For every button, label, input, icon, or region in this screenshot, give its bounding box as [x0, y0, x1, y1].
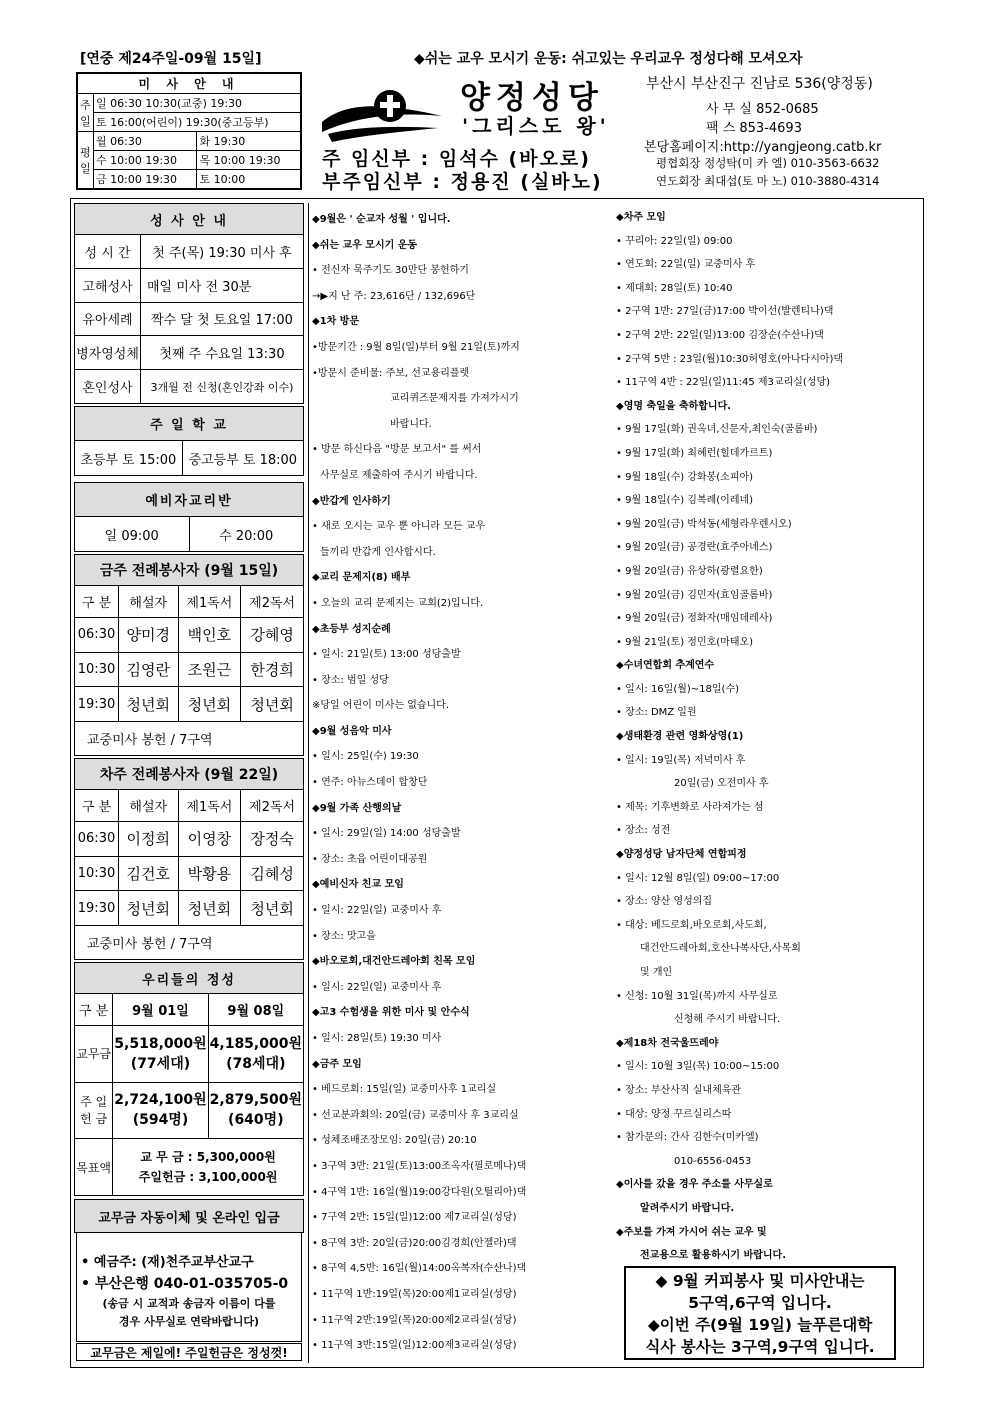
- next-week-servers: [74, 758, 304, 960]
- sac-value: 매일 미사 전 30분: [141, 268, 304, 302]
- table-row: 06:30 양미경 백인호 강혜영: [75, 618, 304, 653]
- footer-slogan: 교무금은 제일에! 주일헌금은 정성껏!: [76, 1343, 302, 1361]
- right-column: [616, 206, 922, 1268]
- amount: 2,879,500원: [209, 1092, 302, 1109]
- list-item: 대건안드레아회,호산나복사단,사목회: [640, 943, 801, 955]
- offering-table: [74, 962, 304, 1196]
- list-item: 교리퀴즈문제지를 가져가시기: [390, 393, 519, 405]
- count: (594명): [132, 1112, 189, 1129]
- rep-1: 평협회장 정성탁(미 카 엘) 010-3563-6632: [656, 156, 880, 170]
- sac-value: 첫째 주 수요일 13:30: [141, 336, 304, 370]
- list-item: • 꾸리아: 22일(일) 09:00: [616, 235, 733, 247]
- target-dues: 교 무 금 : 5,300,000원: [140, 1150, 276, 1165]
- list-item: • 대상: 베드로회,바오로회,사도회,: [616, 919, 767, 931]
- list-item: • 장소: DMZ 일원: [616, 707, 697, 719]
- sacrament-table: [74, 203, 304, 404]
- account-holder: • 예금주: (재)천주교부산교구: [81, 1255, 254, 1270]
- list-item: • 오늘의 교리 문제지는 교회(2)입니다.: [312, 597, 484, 609]
- list-item: • 2구역 5반 : 23일(월)10:30허영호(아나다시아)댁: [616, 353, 844, 365]
- account-info: [76, 1232, 302, 1342]
- list-item: • 참가문의: 간사 김한수(미카엘): [616, 1132, 759, 1144]
- amount: 4,185,000원: [209, 1035, 302, 1052]
- col-header: 해설자: [119, 586, 179, 618]
- list-item: • 대상: 양정 꾸르실리스따: [616, 1108, 732, 1120]
- section-heading: ◆생태환경 관련 영화상영(1): [616, 731, 744, 743]
- offer-group: 교중미사 봉헌 / 7구역: [75, 926, 304, 960]
- sunday-school-table: [74, 406, 304, 476]
- list-item: 바랍니다.: [390, 418, 432, 430]
- col-header: 구 분: [75, 586, 119, 618]
- list-item: 신청해 주시기 바랍니다.: [674, 1014, 781, 1026]
- left-column: [74, 203, 304, 1363]
- section-heading: ◆금주 모임: [312, 1058, 362, 1070]
- list-item: • 9월 18일(수) 강화봉(소피아): [616, 471, 754, 483]
- notice-line: ◆이번 주(9월 19일) 늘푸른대학: [647, 1316, 873, 1334]
- section-heading: ◆이사를 갔을 경우 주소를 사무실로: [616, 1179, 773, 1191]
- school-middle-high: 중고등부 토 18:00: [182, 441, 303, 476]
- notice-line: 5구역,6구역 입니다.: [688, 1294, 832, 1312]
- top-banner: [74, 47, 924, 67]
- table-row: 10:30 김건호 박황용 김혜성: [75, 856, 304, 891]
- week-label: [연중 제24주일-09월 15일]: [80, 51, 262, 67]
- saturday-times: 토 16:00(어린이) 19:30(중고등부): [94, 113, 301, 132]
- table-row: 19:30 청년회 청년회 청년회: [75, 891, 304, 926]
- sac-label: 혼인성사: [75, 370, 141, 404]
- offering-title: 우리들의 정성: [75, 963, 304, 994]
- homepage-link[interactable]: 본당홈페이지:http://yangjeong.catb.kr: [644, 140, 882, 155]
- list-item: ※당일 어린이 미사는 없습니다.: [312, 700, 450, 712]
- section-heading: ◆수녀연합회 추계연수: [616, 660, 715, 672]
- church-subtitle: '그리스도 왕': [462, 114, 610, 138]
- sac-label: 고해성사: [75, 268, 141, 302]
- list-item: 010-6556-0453: [674, 1155, 752, 1167]
- section-heading: ◆1차 방문: [312, 316, 360, 328]
- school-elementary: 초등부 토 15:00: [75, 441, 183, 476]
- list-item: • 장소: 부산사직 실내체육관: [616, 1084, 742, 1096]
- list-item: • 새로 오시는 교우 뿐 아니라 모든 교우: [312, 521, 486, 533]
- sacrament-title: 성 사 안 내: [75, 204, 304, 235]
- head-priest: 주 임신부 : 임석수 (바오로): [322, 148, 591, 170]
- catechumen-sun: 일 09:00: [75, 517, 190, 552]
- transfer-title: 교무금 자동이체 및 온라인 입금: [75, 1200, 304, 1233]
- col-header: 9월 08일: [208, 994, 303, 1026]
- list-item: • 일시: 25일(수) 19:30: [312, 751, 419, 763]
- section-heading: ◆교리 문제지(8) 배부: [312, 572, 411, 584]
- section-heading: ◆9월 가족 산행의날: [312, 802, 402, 814]
- list-item: • 9월 18일(수) 김복례(이레네): [616, 495, 754, 507]
- count: (77세대): [130, 1055, 191, 1072]
- sunday-label: 주일: [78, 94, 94, 132]
- sac-value: 짝수 달 첫 토요일 17:00: [141, 302, 304, 336]
- list-item: • 일시: 12월 8일(일) 09:00~17:00: [616, 872, 780, 884]
- list-item: • 제목: 기후변화로 사라져가는 섬: [616, 801, 764, 813]
- sat-time: 토 10:00: [197, 169, 301, 188]
- list-item: • 4구역 1반: 16일(월)19:00강다원(오틸리아)댁: [312, 1186, 527, 1198]
- col-header: 구 분: [75, 994, 113, 1026]
- church-logo-icon: [318, 82, 446, 144]
- mon-time: 월 06:30: [94, 132, 197, 151]
- section-heading: 알려주시기 바랍니다.: [640, 1202, 735, 1214]
- list-item: • 9월 21일(토) 정민호(마태오): [616, 636, 754, 648]
- account-number: • 부산은행 040-01-035705-0: [81, 1276, 289, 1292]
- table-row: 목표액 교 무 금 : 5,300,000원 주일헌금 : 3,100,000원: [75, 1139, 304, 1196]
- list-item: 및 개인: [640, 967, 673, 978]
- fri-time: 금 10:00 19:30: [94, 169, 197, 188]
- section-heading: ◆쉬는 교우 모시기 운동: [312, 239, 418, 251]
- amount: 5,518,000원: [114, 1035, 207, 1052]
- list-item: • 7구역 2반: 15일(일)12:00 제7교리실(성당): [312, 1212, 517, 1224]
- section-heading: ◆9월 성음악 미사: [312, 725, 392, 737]
- sac-label: 성 시 간: [75, 235, 141, 269]
- sac-label: 병자영성체: [75, 336, 141, 370]
- this-week-servers: [74, 554, 304, 756]
- list-item: • 장소: 초읍 어린이대공원: [312, 853, 428, 865]
- list-item: • 9월 20일(금) 유상하(광렬요한): [616, 565, 763, 577]
- list-item: • 3구역 3반: 21일(토)13:00조옥자(필로메나)댁: [312, 1160, 527, 1172]
- section-heading: ◆예비신자 친교 모임: [312, 879, 404, 891]
- list-item: • 9월 20일(금) 공경란(효주아녜스): [616, 542, 773, 554]
- col-header: 9월 01일: [113, 994, 208, 1026]
- list-item: • 일시: 28일(토) 19:30 미사: [312, 1033, 442, 1044]
- list-item: • 장소: 양산 영성의집: [616, 896, 713, 908]
- list-item: • 일시: 22일(일) 교중미사 후: [312, 905, 442, 917]
- section-heading: 전교용으로 활용하시기 바랍니다.: [640, 1250, 787, 1262]
- list-item: • 9월 17일(화) 최혜런(힐데가르트): [616, 447, 773, 459]
- col-header: 제2독서: [241, 586, 304, 618]
- thu-time: 목 10:00 19:30: [197, 151, 301, 170]
- col-header: 제2독서: [241, 790, 304, 822]
- list-item: • 장소: 맛고을: [312, 930, 376, 942]
- list-item: • 일시: 10월 3일(목) 10:00~15:00: [616, 1061, 780, 1073]
- section-heading: ◆바오로회,대건안드레아회 친목 모임: [312, 956, 476, 968]
- middle-column: [312, 208, 618, 1360]
- assistant-priest: 부주임신부 : 정용진 (실바노): [322, 171, 603, 193]
- account-note: (송금 시 교적과 송금자 이름이 다를: [102, 1297, 276, 1310]
- sac-value: 첫 주(목) 19:30 미사 후: [141, 235, 304, 269]
- section-heading: ◆차주 모임: [616, 212, 666, 223]
- list-item: • 2구역 2반: 22일(일)13:00 김장순(수산나)댁: [616, 329, 824, 341]
- column-divider: [308, 203, 309, 1363]
- list-item: • 전신자 묵주기도 30만단 봉헌하기: [312, 265, 469, 277]
- notice-line: 식사 봉사는 3구역,9구역 입니다.: [645, 1338, 875, 1356]
- count: (640명): [228, 1112, 284, 1129]
- list-item: • 9월 20일(금) 정화자(매임데레사): [616, 613, 773, 625]
- list-item: →▶지 난 주: 23,616단 / 132,696단: [312, 290, 476, 302]
- list-item: • 8구역 3반: 20일(금)20:00김경희(안젤라)댁: [312, 1237, 517, 1249]
- this-week-title: 금주 전례봉사자 (9월 15일): [75, 555, 304, 586]
- catechumen-table: [74, 482, 304, 552]
- section-heading: ◆양정성당 남자단체 연합피정: [616, 849, 747, 861]
- list-item: • 9월 20일(금) 박석동(세형라우렌시오): [616, 518, 792, 530]
- list-item: • 제대회: 28일(토) 10:40: [616, 282, 733, 294]
- notice-line: ◆ 9월 커피봉사 및 미사안내는: [655, 1272, 865, 1290]
- list-item: • 일시: 16일(월)~18일(수): [616, 683, 740, 695]
- catechumen-wed: 수 20:00: [189, 517, 304, 552]
- office-phone: 사 무 실 852-0685: [706, 102, 819, 117]
- church-address: 부산시 부산진구 진남로 536(양정동): [646, 76, 873, 92]
- list-item: • 9월 17일(화) 권옥녀,신문자,최인숙(골롬바): [616, 424, 818, 436]
- section-heading: ◆반갑게 인사하기: [312, 495, 391, 507]
- list-item: • 일시: 19일(목) 저녁미사 후: [616, 754, 746, 766]
- list-item: • 11구역 2반:19일(목)20:00제2교리실(성당): [312, 1314, 517, 1326]
- list-item: • 성체조배조장모임: 20일(금) 20:10: [312, 1135, 477, 1147]
- section-heading: ◆고3 수험생을 위한 미사 및 안수식: [312, 1007, 470, 1019]
- next-week-title: 차주 전례봉사자 (9월 22일): [75, 759, 304, 790]
- col-header: 제1독서: [178, 790, 241, 822]
- section-heading: ◆초등부 성지순례: [312, 623, 391, 635]
- account-note: 경우 사무실로 연락바랍니다): [118, 1315, 260, 1328]
- table-row: 주 일 헌 금 2,724,100원 (594명) 2,879,500원 (640명): [75, 1082, 304, 1139]
- list-item: •방문기간 : 9월 8일(일)부터 9월 21일(토)까지: [312, 341, 520, 353]
- table-row: 06:30 이정희 이영창 장정숙: [75, 822, 304, 857]
- mass-title: 미 사 안 내: [78, 74, 301, 94]
- amount: 2,724,100원: [114, 1092, 207, 1109]
- list-item: 사무실로 제출하여 주시기 바랍니다.: [320, 469, 478, 481]
- list-item: 들끼리 반갑게 인사합시다.: [320, 546, 436, 558]
- transfer-table: [74, 1199, 304, 1233]
- list-item: • 연도회: 22일(일) 교중미사 후: [616, 259, 756, 271]
- catechumen-title: 예비자교리반: [75, 483, 304, 517]
- list-item: •방문시 준비물: 주보, 선교용리플렛: [312, 367, 470, 379]
- section-heading: ◆주보를 가져 가시어 쉬는 교우 및: [616, 1226, 767, 1238]
- section-heading: ◆9월은 ' 순교자 성월 ' 입니다.: [312, 214, 451, 225]
- col-header: 구 분: [75, 790, 119, 822]
- list-item: • 2구역 1반: 27일(금)17:00 박이선(발렌티나)댁: [616, 306, 834, 318]
- school-title: 주 일 학 교: [75, 407, 304, 441]
- mass-schedule: [76, 72, 302, 190]
- campaign-slogan: ◆쉬는 교우 모시기 운동: 쉬고있는 우리교우 정성다해 모셔오자: [414, 51, 803, 67]
- count: (78세대): [226, 1055, 286, 1072]
- list-item: • 8구역 4,5반: 16일(월)14:00옥복자(수산나)댁: [312, 1263, 527, 1275]
- tue-time: 화 19:30: [197, 132, 301, 151]
- list-item: • 베드로회: 15일(일) 교중미사후 1교리실: [312, 1084, 497, 1096]
- list-item: • 11구역 1반:19일(목)20:00제1교리실(성당): [312, 1288, 517, 1300]
- list-item: • 9월 20일(금) 김민자(효임골롬바): [616, 589, 773, 601]
- list-item: • 장소: 성전: [616, 825, 671, 837]
- list-item: • 선교분과회의: 20일(금) 교중미사 후 3교리실: [312, 1109, 519, 1121]
- list-item: • 11구역 4반 : 22일(일)11:45 제3교리실(성당): [616, 377, 831, 389]
- list-item: • 방문 하신다음 "방문 보고서" 를 써서: [312, 444, 482, 456]
- sac-value: 3개월 전 신청(혼인강좌 이수): [141, 370, 304, 404]
- list-item: • 신청: 10월 31일(목)까지 사무실로: [616, 990, 778, 1002]
- list-item: • 장소: 범일 성당: [312, 674, 389, 686]
- section-heading: ◆영명 축일을 축하합니다.: [616, 400, 732, 412]
- sunday-times: 일 06:30 10:30(교중) 19:30: [94, 94, 301, 113]
- list-item: • 연주: 아뉴스데이 합창단: [312, 777, 428, 789]
- weekday-label: 평일: [78, 132, 94, 189]
- offer-group: 교중미사 봉헌 / 7구역: [75, 722, 304, 756]
- col-header: 해설자: [119, 790, 179, 822]
- wed-time: 수 10:00 19:30: [94, 151, 197, 170]
- table-row: 10:30 김영란 조원근 한경희: [75, 652, 304, 687]
- rep-2: 연도회장 최대섭(토 마 노) 010-3880-4314: [656, 174, 880, 188]
- church-name: 양정성당: [460, 80, 604, 116]
- list-item: • 11구역 3반:15일(일)12:00제3교리실(성당): [312, 1340, 517, 1352]
- target-offering: 주일헌금 : 3,100,000원: [138, 1170, 278, 1185]
- table-row: 교무금 5,518,000원 (77세대) 4,185,000원 (78세대): [75, 1026, 304, 1083]
- notice-box: [624, 1266, 896, 1360]
- section-heading: ◆제18차 전국울뜨레야: [616, 1037, 719, 1049]
- list-item: • 일시: 22일(일) 교중미사 후: [312, 981, 442, 993]
- sac-label: 유아세례: [75, 302, 141, 336]
- list-item: • 일시: 29일(일) 14:00 성당출발: [312, 828, 461, 840]
- table-row: 19:30 청년회 청년회 청년회: [75, 687, 304, 722]
- list-item: 20일(금) 오전미사 후: [674, 778, 769, 790]
- col-header: 제1독서: [178, 586, 241, 618]
- list-item: • 일시: 21일(토) 13:00 성당출발: [312, 649, 461, 661]
- fax-number: 팩 스 853-4693: [706, 121, 802, 136]
